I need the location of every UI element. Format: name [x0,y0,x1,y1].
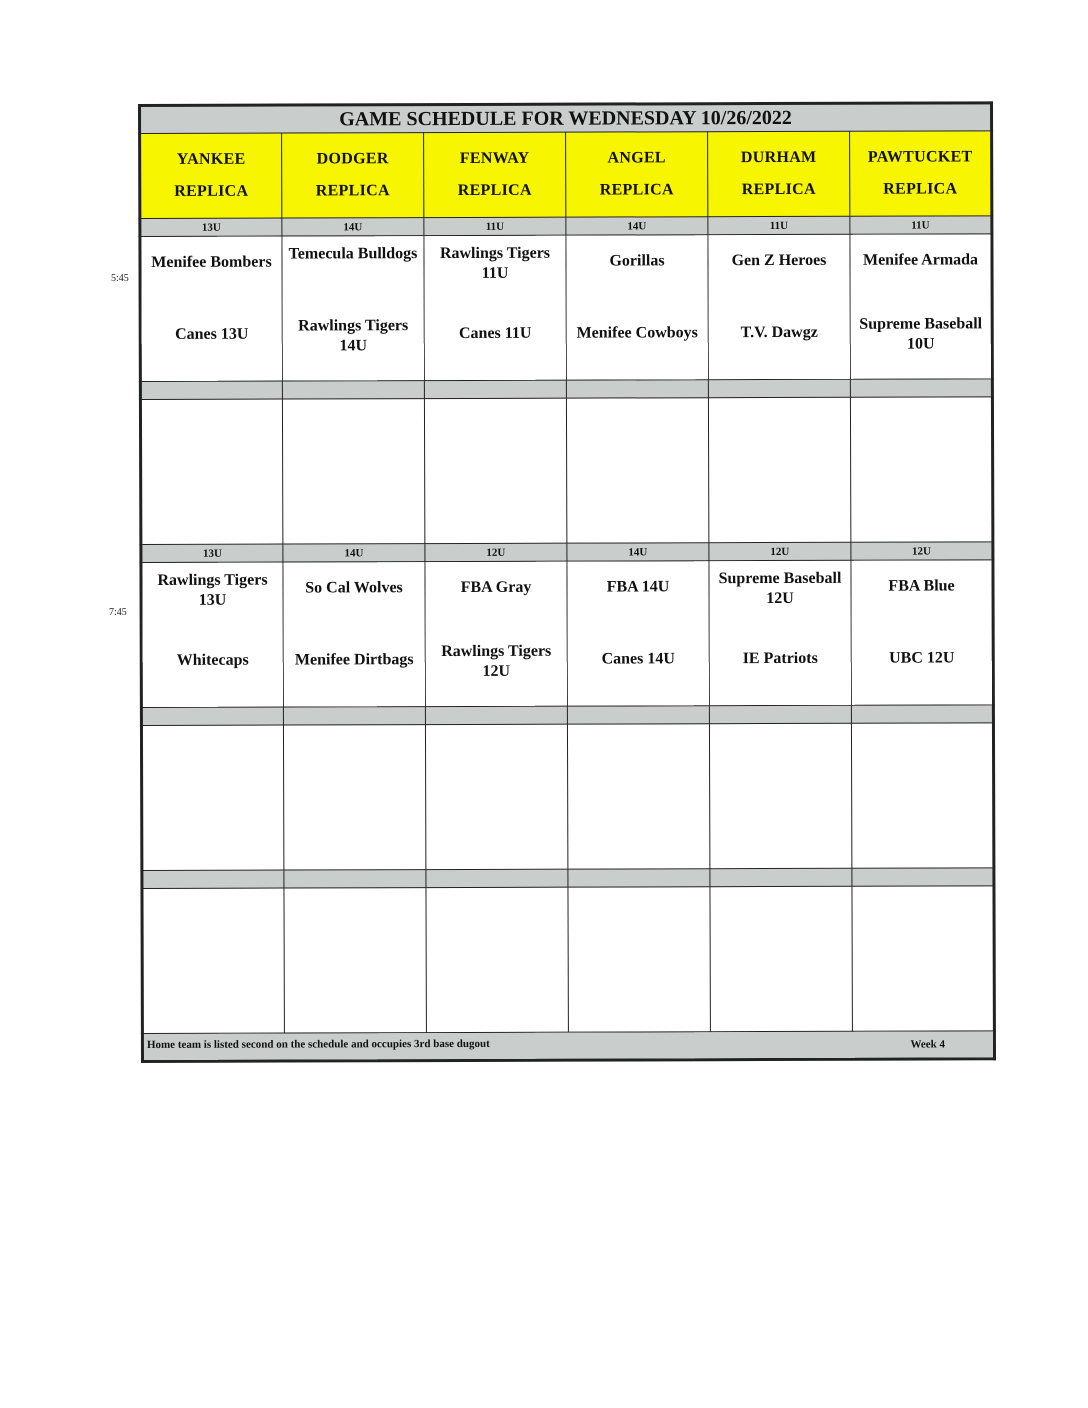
game-row [140,234,992,382]
game-cell [709,560,851,705]
home-team: Whitecaps [176,651,249,669]
time-label-slot-1: 5:45 [111,273,129,284]
division-label: 14U [566,217,708,235]
field-type: REPLICA [315,182,390,200]
time-label-slot-2: 7:45 [109,607,127,618]
division-label: 11U [424,217,566,235]
game-cell [567,561,709,706]
home-team: Canes 13U [175,325,249,343]
field-name: YANKEE [176,150,246,168]
game-cell [708,234,850,379]
schedule-sheet [138,101,993,1063]
field-type: REPLICA [174,182,249,200]
division-label: 12U [851,542,993,560]
division-label: 12U [425,543,567,561]
week-label: Week 4 [910,1038,946,1051]
game-row [141,560,993,708]
away-team: Menifee Bombers [151,253,272,271]
field-name: DODGER [316,150,389,168]
field-header-durham [708,131,850,216]
away-team: Rawlings Tigers 13U [157,571,268,609]
game-cell [282,236,424,381]
home-team: Canes 11U [458,324,532,342]
schedule-table [138,101,996,1063]
division-label: 12U [709,542,851,560]
game-cell [850,234,992,379]
field-header-dodger [282,133,424,218]
away-team: Rawlings Tigers 11U [439,244,551,282]
home-team: Rawlings Tigers 12U [441,642,552,680]
division-label: 11U [850,216,992,234]
division-label: 13U [140,218,282,236]
field-header-yankee [140,133,282,218]
division-label: 14U [567,543,709,561]
field-type: REPLICA [883,180,958,198]
home-team: Menifee Dirtbags [294,651,414,669]
field-name: PAWTUCKET [867,148,973,166]
game-cell [141,562,283,707]
game-cell [425,561,567,706]
empty-game-row [142,886,994,1034]
home-team: Menifee Cowboys [576,324,698,342]
game-cell [140,236,282,381]
home-team: T.V. Dawgz [740,323,818,342]
away-team: Gen Z Heroes [731,251,827,270]
away-team: Temecula Bulldogs [288,245,418,263]
field-name: DURHAM [740,148,817,167]
division-label: 11U [708,216,850,234]
away-team: Supreme Baseball 12U [718,569,842,608]
away-team: FBA Gray [460,578,532,596]
empty-game-row [141,723,993,871]
field-name: ANGEL [607,149,666,167]
away-team: Menifee Armada [862,251,979,269]
schedule-title: GAME SCHEDULE FOR WEDNESDAY 10/26/2022 [140,103,992,134]
game-cell [283,562,425,707]
home-team: IE Patriots [742,649,818,668]
field-header-angel [566,132,708,217]
field-type: REPLICA [741,180,816,199]
field-type: REPLICA [457,181,532,199]
away-team: Gorillas [609,252,665,270]
home-team: Supreme Baseball 10U [859,315,983,353]
footer-bar [142,1031,994,1062]
away-team: FBA 14U [606,578,670,596]
home-team: UBC 12U [889,649,955,667]
division-label: 14U [282,218,424,236]
away-team: So Cal Wolves [305,579,403,597]
home-team: Canes 14U [601,650,675,668]
home-team: Rawlings Tigers 14U [298,317,409,355]
field-name: FENWAY [459,149,530,167]
game-cell [566,235,708,380]
division-label: 13U [141,544,283,562]
empty-game-row [140,397,992,545]
footer-note: Home team is listed second on the schedule and occupies 3rd base dugout [146,1037,490,1051]
game-cell [851,560,993,705]
away-team: FBA Blue [888,577,955,595]
division-label: 14U [283,544,425,562]
field-type: REPLICA [599,181,674,199]
field-header-pawtucket [850,131,992,216]
field-header-fenway [424,132,566,217]
game-cell [424,235,566,380]
